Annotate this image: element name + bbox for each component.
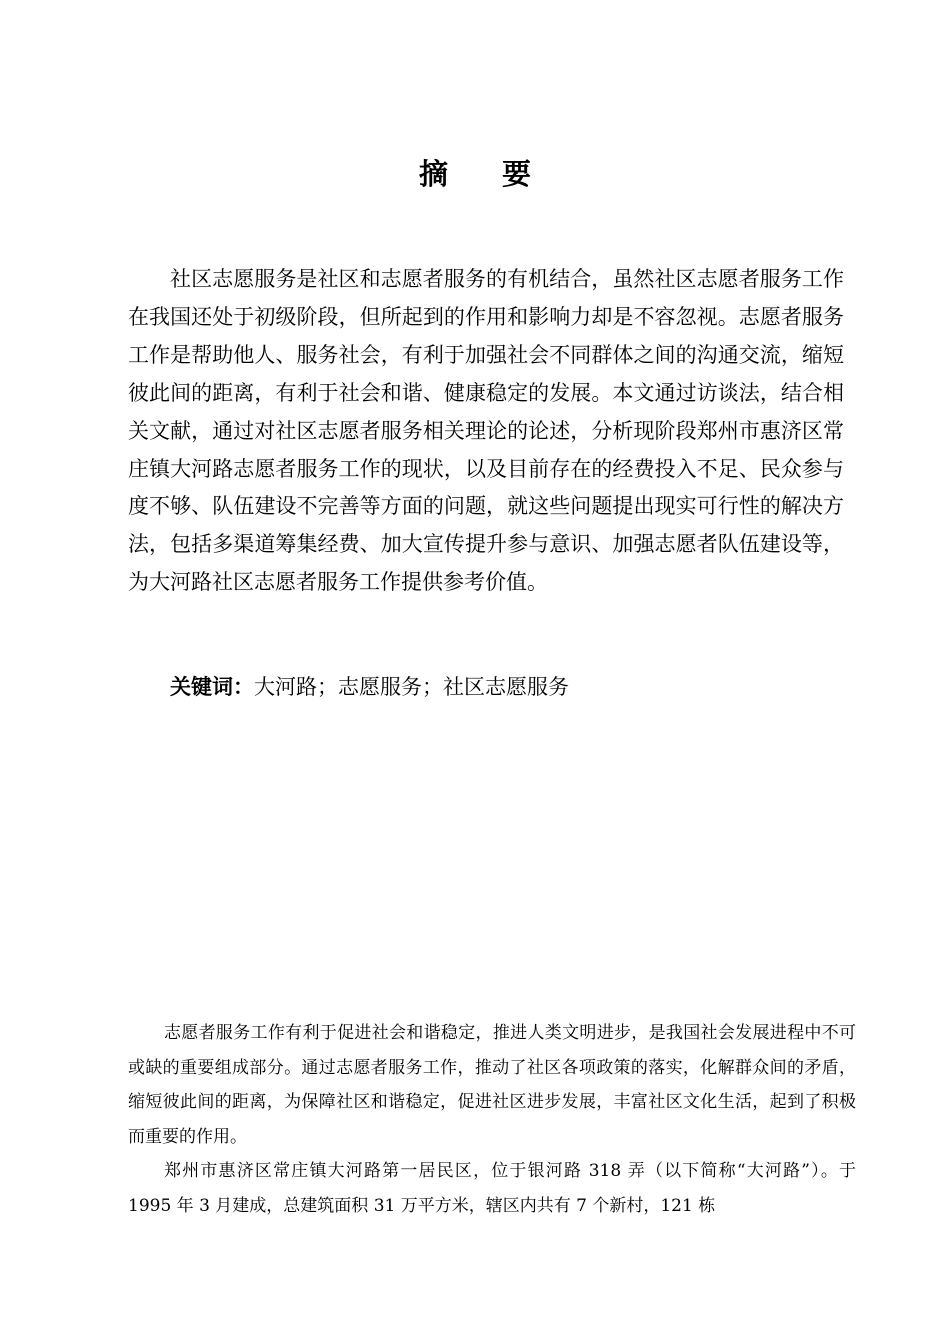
keywords-line	[170, 671, 569, 703]
keywords-label: 关键词：	[170, 675, 254, 699]
keywords-text: 大河路；志愿服务；社区志愿服务	[254, 675, 569, 699]
abstract-title: 摘 要	[418, 157, 554, 191]
body-paragraph: 郑州市惠济区常庄镇大河路第一居民区，位于银河路 318 弄（以下简称“大河路”）。于 1995 年 3 月建成，总建筑面积 31 万平方米，辖区内共有 7 个新村，121 栋	[128, 1161, 856, 1216]
body-paragraph: 志愿者服务工作有利于促进社会和谐稳定，推进人类文明进步，是我国社会发展进程中不可或缺的重要组成部分。通过志愿者服务工作，推动了社区各项政策的落实，化解群众间的矛盾，缩短彼此间的距离，为保障社区和谐稳定，促进社区进步发展，丰富社区文化生活，起到了积极而重要的作用。	[128, 1023, 856, 1147]
abstract-body: 社区志愿服务是社区和志愿者服务的有机结合，虽然社区志愿者服务工作在我国还处于初级阶段，但所起到的作用和影响力却是不容忽视。志愿者服务工作是帮助他人、服务社会，有利于加强社会不同群体之间的沟通交流，缩短彼此间的距离，有利于社会和谐、健康稳定的发展。本文通过访谈法，结合相关文献，通过对社区志愿者服务相关理论的论述，分析现阶段郑州市惠济区常庄镇大河路志愿者服务工作的现状，以及目前存在的经费投入不足、民众参与度不够、队伍建设不完善等方面的问题，就这些问题提出现实可行性的解决方法，包括多渠道筹集经费、加大宣传提升参与意识、加强志愿者队伍建设等，为大河路社区志愿者服务工作提供参考价值。	[128, 267, 844, 595]
body-section	[128, 1016, 856, 1223]
